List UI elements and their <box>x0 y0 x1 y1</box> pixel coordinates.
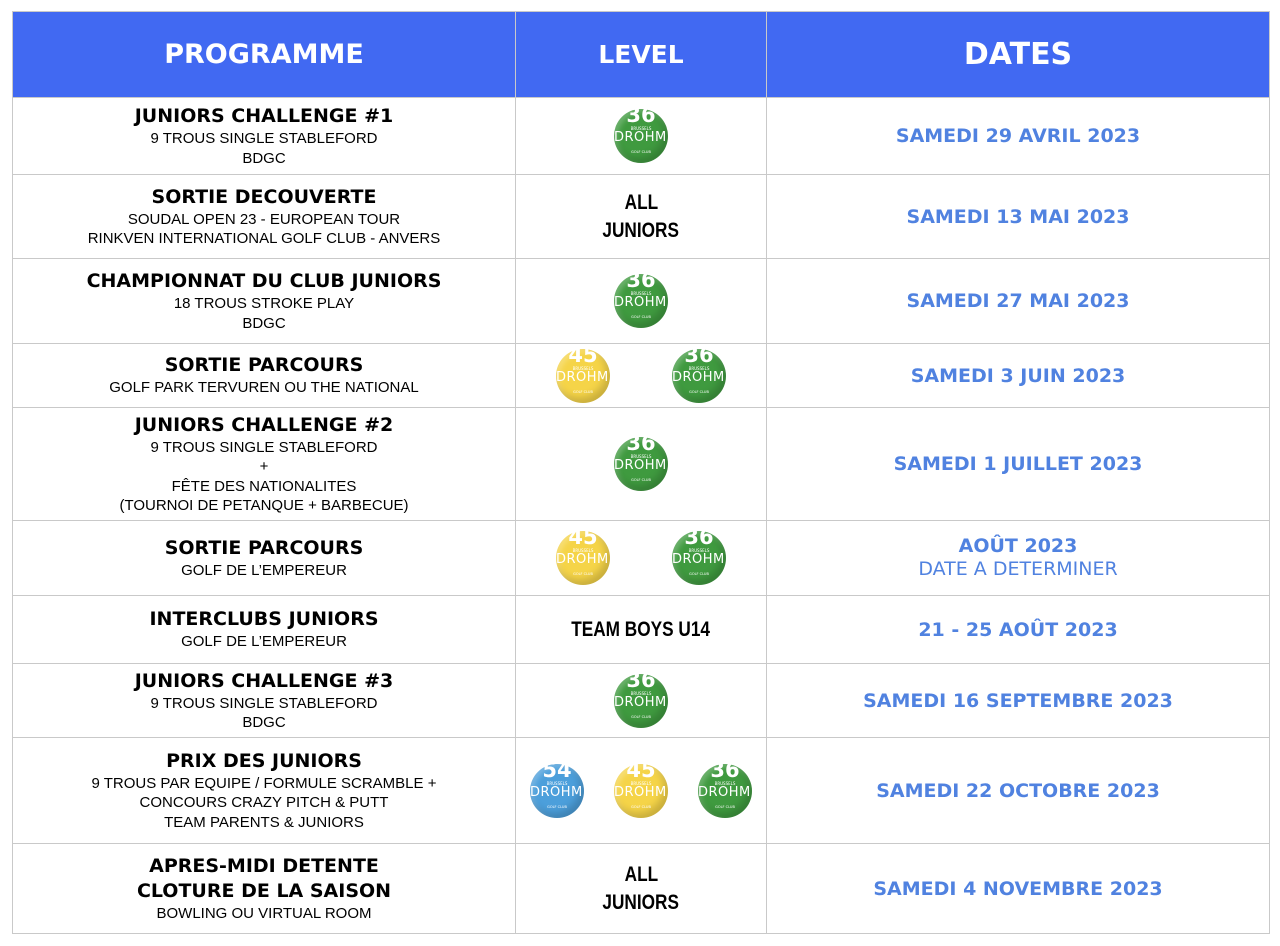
badge-number: 36 <box>626 268 656 292</box>
badge-logo-text: DROHME <box>614 295 676 310</box>
event-detail: BDGC <box>242 314 286 332</box>
event-detail: 9 TROUS PAR EQUIPE / FORMULE SCRAMBLE + <box>91 774 437 792</box>
programme-cell <box>13 408 516 521</box>
date-cell <box>767 175 1270 259</box>
date-cell <box>767 844 1270 934</box>
event-title: PRIX DES JUNIORS <box>166 749 362 772</box>
header-level: LEVEL <box>516 12 767 98</box>
badge-number: 36 <box>626 667 656 692</box>
table-row <box>13 98 1270 175</box>
event-detail: GOLF DE L’EMPEREUR <box>181 561 347 579</box>
event-detail: GOLF DE L’EMPEREUR <box>181 633 347 651</box>
level-cell <box>516 259 767 344</box>
badge-club: BRUSSELS <box>630 291 652 296</box>
badge-sub: GOLF CLUB <box>631 478 651 482</box>
level-36-badge-icon <box>672 525 734 585</box>
event-detail: RINKVEN INTERNATIONAL GOLF CLUB - ANVERS <box>87 230 441 247</box>
event-detail: (TOURNOI DE PETANQUE + BARBECUE) <box>119 497 409 514</box>
event-title: CHAMPIONNAT DU CLUB JUNIORS <box>86 270 442 292</box>
event-title: JUNIORS CHALLENGE #1 <box>134 105 394 127</box>
table-row <box>13 521 1270 596</box>
badge-number: 36 <box>710 757 740 782</box>
level-36-badge-icon <box>698 757 760 818</box>
event-title: SORTIE DECOUVERTE <box>151 185 377 208</box>
date-cell <box>767 344 1270 408</box>
event-date-note: DATE A DETERMINER <box>918 557 1118 580</box>
event-date: SAMEDI 1 JUILLET 2023 <box>893 453 1143 475</box>
table-row <box>13 596 1270 664</box>
date-cell <box>767 521 1270 596</box>
badge-logo-text: DROHME <box>614 694 676 710</box>
level-text: JUNIORS <box>602 218 680 242</box>
badge-number: 54 <box>542 757 572 782</box>
programme-cell <box>13 259 516 344</box>
event-detail: BOWLING OU VIRTUAL ROOM <box>156 904 372 922</box>
level-text: ALL <box>624 862 658 886</box>
event-date: SAMEDI 29 AVRIL 2023 <box>895 125 1141 147</box>
badge-club: BRUSSELS <box>630 454 652 459</box>
event-detail: 9 TROUS SINGLE STABLEFORD <box>150 694 378 712</box>
badge-logo-text: DROHME <box>556 552 618 567</box>
level-cell <box>516 98 767 175</box>
programme-table <box>12 11 1270 934</box>
event-title: SORTIE PARCOURS <box>164 536 364 559</box>
event-title: JUNIORS CHALLENGE #2 <box>134 413 394 436</box>
event-title: CLOTURE DE LA SAISON <box>136 879 392 902</box>
level-36-badge-icon <box>614 667 676 728</box>
date-cell <box>767 664 1270 738</box>
badge-logo-text: DROHME <box>672 552 734 567</box>
table-row <box>13 175 1270 259</box>
badge-club: BRUSSELS <box>630 780 652 786</box>
badge-sub: GOLF CLUB <box>631 714 651 719</box>
level-45-badge-icon <box>614 757 676 818</box>
event-date: SAMEDI 22 OCTOBRE 2023 <box>876 779 1160 802</box>
badge-sub: GOLF CLUB <box>689 389 709 394</box>
badge-logo-text: DROHME <box>614 458 676 473</box>
event-detail: SOUDAL OPEN 23 - EUROPEAN TOUR <box>127 210 401 228</box>
level-text: JUNIORS <box>602 890 680 914</box>
badge-number: 45 <box>568 342 598 367</box>
event-date: AOÛT 2023 <box>958 534 1078 557</box>
event-date: SAMEDI 13 MAI 2023 <box>906 205 1130 228</box>
programme-cell <box>13 521 516 596</box>
level-text: ALL <box>624 190 658 214</box>
level-cell <box>516 596 767 664</box>
table-row <box>13 844 1270 934</box>
event-detail: GOLF PARK TERVUREN OU THE NATIONAL <box>109 379 419 397</box>
badge-sub: GOLF CLUB <box>573 389 593 394</box>
date-cell <box>767 259 1270 344</box>
badge-number: 36 <box>684 525 714 549</box>
event-date: SAMEDI 27 MAI 2023 <box>906 290 1130 312</box>
badge-logo-text: DROHME <box>556 369 618 385</box>
event-date: SAMEDI 16 SEPTEMBRE 2023 <box>863 689 1173 712</box>
level-cell <box>516 664 767 738</box>
badge-club: BRUSSELS <box>688 365 710 371</box>
event-date: SAMEDI 3 JUIN 2023 <box>910 364 1126 387</box>
programme-cell <box>13 175 516 259</box>
programme-cell <box>13 844 516 934</box>
event-detail: + <box>259 458 269 475</box>
level-36-badge-icon <box>614 103 676 163</box>
badge-club: BRUSSELS <box>630 690 652 696</box>
level-45-badge-icon <box>556 525 618 585</box>
badge-number: 45 <box>568 525 598 549</box>
badge-logo-text: DROHME <box>614 784 676 800</box>
date-cell <box>767 408 1270 521</box>
badge-logo-text: DROHME <box>614 130 676 145</box>
badge-club: BRUSSELS <box>714 780 736 786</box>
badge-club: BRUSSELS <box>688 548 710 553</box>
event-detail: 9 TROUS SINGLE STABLEFORD <box>150 438 378 456</box>
badge-club: BRUSSELS <box>572 548 594 553</box>
badge-sub: GOLF CLUB <box>631 804 651 809</box>
level-54-badge-icon <box>530 757 592 818</box>
level-text: TEAM BOYS U14 <box>571 617 711 641</box>
date-cell <box>767 738 1270 844</box>
header-programme: PROGRAMME <box>13 12 516 98</box>
programme-cell <box>13 596 516 664</box>
badge-logo-text: DROHME <box>672 369 734 385</box>
badge-sub: GOLF CLUB <box>573 572 593 576</box>
badge-sub: GOLF CLUB <box>631 315 651 319</box>
event-date: 21 - 25 AOÛT 2023 <box>918 618 1118 641</box>
event-detail: BDGC <box>242 714 286 731</box>
event-title: INTERCLUBS JUNIORS <box>149 608 379 631</box>
badge-number: 36 <box>626 431 656 455</box>
level-cell <box>516 844 767 934</box>
event-detail: 18 TROUS STROKE PLAY <box>173 295 355 312</box>
programme-cell <box>13 98 516 175</box>
event-detail: FÊTE DES NATIONALITES <box>171 477 357 495</box>
table-row <box>13 738 1270 844</box>
badge-number: 45 <box>626 757 656 782</box>
badge-sub: GOLF CLUB <box>689 572 709 576</box>
header-row <box>13 12 1270 98</box>
level-36-badge-icon <box>614 268 676 328</box>
badge-club: BRUSSELS <box>546 780 568 786</box>
level-cell <box>516 175 767 259</box>
level-cell <box>516 408 767 521</box>
event-title: APRES-MIDI DETENTE <box>149 854 379 877</box>
event-detail: BDGC <box>242 149 286 167</box>
level-36-badge-icon <box>614 431 676 491</box>
programme-cell <box>13 344 516 408</box>
badge-club: BRUSSELS <box>630 126 652 131</box>
programme-cell <box>13 664 516 738</box>
badge-logo-text: DROHME <box>698 784 760 800</box>
event-detail: 9 TROUS SINGLE STABLEFORD <box>150 130 378 147</box>
date-cell <box>767 596 1270 664</box>
level-cell <box>516 521 767 596</box>
badge-sub: GOLF CLUB <box>631 150 651 154</box>
programme-rows <box>13 98 1270 934</box>
event-title: JUNIORS CHALLENGE #3 <box>134 669 394 692</box>
badge-sub: GOLF CLUB <box>547 804 567 809</box>
table-row <box>13 259 1270 344</box>
badge-sub: GOLF CLUB <box>715 804 735 809</box>
table-row <box>13 664 1270 738</box>
level-45-badge-icon <box>556 342 618 403</box>
badge-number: 36 <box>684 342 714 367</box>
date-cell <box>767 98 1270 175</box>
table-row <box>13 344 1270 408</box>
level-36-badge-icon <box>672 342 734 403</box>
event-title: SORTIE PARCOURS <box>164 354 364 377</box>
event-date: SAMEDI 4 NOVEMBRE 2023 <box>873 877 1163 900</box>
level-cell <box>516 738 767 844</box>
event-detail: CONCOURS CRAZY PITCH & PUTT <box>139 794 389 812</box>
level-cell <box>516 344 767 408</box>
table-row <box>13 408 1270 521</box>
programme-cell <box>13 738 516 844</box>
badge-number: 36 <box>626 103 656 127</box>
badge-logo-text: DROHME <box>530 784 592 800</box>
badge-club: BRUSSELS <box>572 365 594 371</box>
header-dates: DATES <box>767 12 1270 98</box>
event-detail: TEAM PARENTS & JUNIORS <box>164 813 364 831</box>
